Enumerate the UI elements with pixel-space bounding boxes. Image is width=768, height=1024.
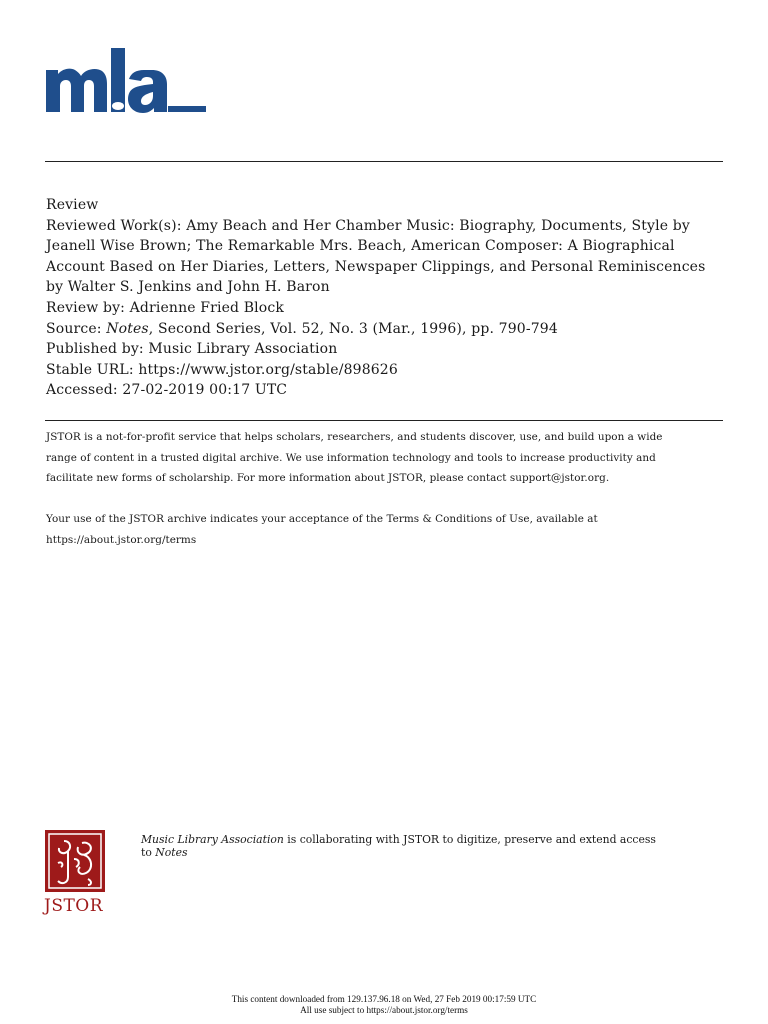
collab-line-1 [141, 833, 741, 846]
reviewed-works-line: by Walter S. Jenkins and John H. Baron [46, 279, 330, 296]
notice-line: facilitate new forms of scholarship. For more information about JSTOR, please contact support@jstor.org. [46, 472, 610, 485]
terms-link[interactable]: https://about.jstor.org/terms [46, 533, 197, 546]
source-label: Source: [46, 320, 107, 337]
collaboration-note [141, 833, 741, 859]
collab-journal: Notes [155, 846, 188, 859]
source-line [46, 319, 722, 340]
publisher-line: Published by: Music Library Association [46, 341, 338, 358]
usage-terms: All use subject to https://about.jstor.org/terms [300, 1005, 468, 1015]
source-details: , Second Series, Vol. 52, No. 3 (Mar., 1996), pp. 790-794 [148, 320, 558, 337]
notice-line: JSTOR is a not-for-profit service that helps scholars, researchers, and students discover, use, and build upon a wide [46, 431, 663, 443]
reviewed-works-line: Jeanell Wise Brown; The Remarkable Mrs. Beach, American Composer: A Biographical [46, 238, 675, 255]
terms-paragraph [46, 509, 726, 550]
reviewed-works-line: Account Based on Her Diaries, Letters, Newspaper Clippings, and Personal Reminiscences [46, 258, 706, 275]
download-footer [0, 994, 768, 1016]
collab-line-2 [141, 846, 741, 859]
stable-url-line: Stable URL: https://www.jstor.org/stable/898626 [46, 361, 398, 378]
citation-block [46, 195, 722, 401]
download-info: This content downloaded from 129.137.96.18 on Wed, 27 Feb 2019 00:17:59 UTC [231, 994, 537, 1004]
source-journal: Notes [106, 320, 149, 337]
mla-logo [44, 46, 208, 114]
collab-to: to [141, 846, 156, 859]
notice-line: Your use of the JSTOR archive indicates your acceptance of the Terms & Conditions of Use, available at [46, 513, 598, 525]
collab-text: is collaborating with JSTOR to digitize, preserve and extend access [283, 833, 656, 846]
collab-org: Music Library Association [141, 833, 284, 846]
middle-divider [45, 420, 723, 421]
accessed-line: Accessed: 27-02-2019 00:17 UTC [46, 382, 288, 399]
jstor-wordmark: JSTOR [44, 896, 104, 916]
reviewed-works-line: Reviewed Work(s): Amy Beach and Her Chamber Music: Biography, Documents, Style by [46, 217, 690, 234]
citation-type: Review [46, 197, 99, 213]
top-divider [45, 161, 723, 162]
jstor-emblem-icon [44, 829, 106, 893]
notice-line: range of content in a trusted digital archive. We use information technology and tools to increase productivity and [46, 451, 656, 464]
reviewer-line: Review by: Adrienne Fried Block [46, 299, 285, 316]
jstor-about-paragraph [46, 427, 726, 489]
